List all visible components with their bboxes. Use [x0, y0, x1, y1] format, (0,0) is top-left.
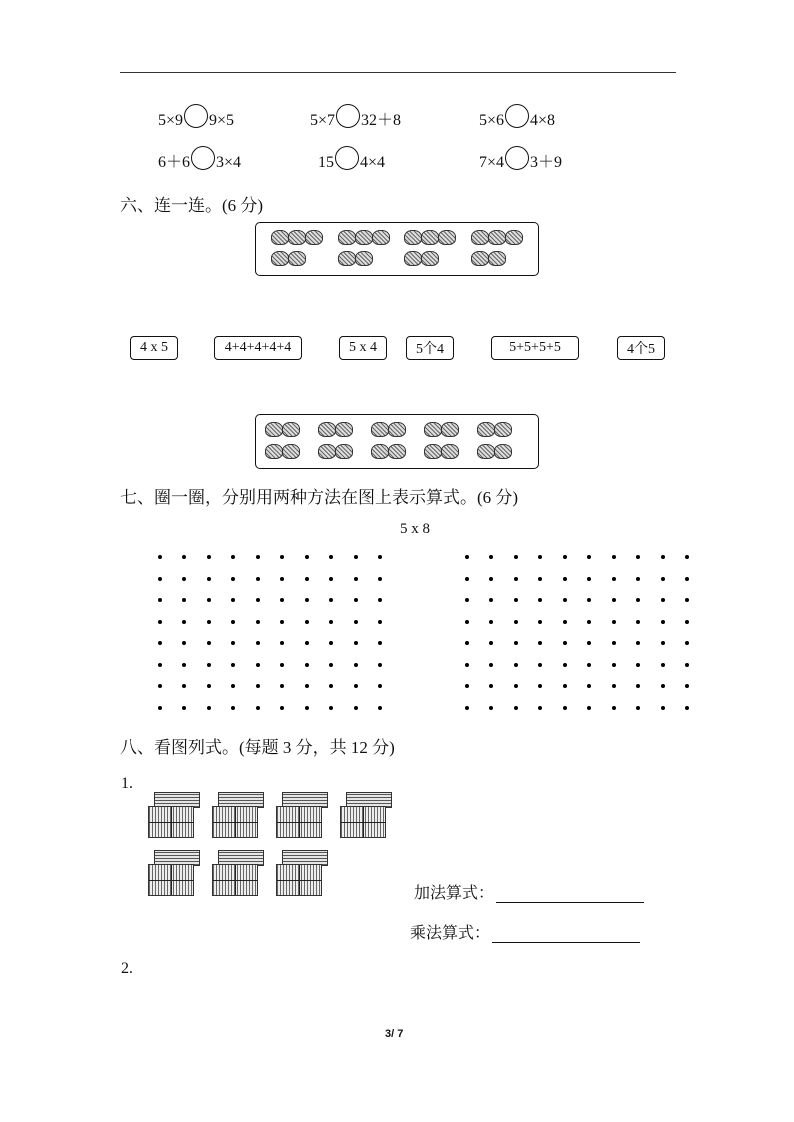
fruit-icon	[355, 251, 373, 266]
multiplication-row	[410, 920, 640, 943]
compare-right: 32＋8	[361, 112, 402, 129]
compare-item-2	[310, 104, 401, 130]
header-rule	[120, 72, 676, 73]
grid-dot	[305, 706, 309, 710]
grid-dot	[685, 706, 689, 710]
grid-dot	[587, 641, 591, 645]
fruit-icon	[388, 444, 406, 459]
compare-circle[interactable]	[505, 146, 529, 170]
fruit-icon	[282, 422, 300, 437]
grid-dot	[587, 598, 591, 602]
grid-dot	[465, 663, 469, 667]
grid-dot	[158, 641, 162, 645]
grid-dot	[514, 706, 518, 710]
grid-dot	[329, 598, 333, 602]
grid-dot	[207, 663, 211, 667]
grid-dot	[587, 706, 591, 710]
grid-dot	[587, 577, 591, 581]
question-1-label: 1.	[121, 775, 133, 792]
grid-dot	[378, 706, 382, 710]
grid-dot	[182, 641, 186, 645]
grid-dot	[354, 706, 358, 710]
crate-picture	[148, 792, 408, 900]
grid-dot	[587, 620, 591, 624]
fruit-icon	[477, 422, 495, 437]
fruit-icon	[271, 230, 289, 245]
compare-left: 5×7	[310, 112, 336, 129]
compare-left: 5×6	[479, 112, 505, 129]
grid-dot	[538, 620, 542, 624]
grid-dot	[354, 641, 358, 645]
grid-dot	[280, 620, 284, 624]
compare-item-5	[318, 146, 385, 172]
compare-circle[interactable]	[336, 104, 360, 128]
grid-dot	[612, 663, 616, 667]
crate-front	[212, 806, 258, 838]
grid-dot	[329, 684, 333, 688]
grid-dot	[256, 706, 260, 710]
grid-dot	[563, 598, 567, 602]
grid-dot	[661, 598, 665, 602]
grid-dot	[256, 684, 260, 688]
grid-dot	[661, 620, 665, 624]
grid-dot	[207, 620, 211, 624]
grid-dot	[354, 663, 358, 667]
grid-dot	[256, 577, 260, 581]
grid-dot	[465, 555, 469, 559]
crate-icon	[212, 850, 264, 896]
grid-dot	[563, 684, 567, 688]
crate-icon	[212, 792, 264, 838]
grid-dot	[685, 620, 689, 624]
crate-front	[212, 864, 258, 896]
grid-dot	[685, 684, 689, 688]
fruit-icon	[471, 251, 489, 266]
grid-dot	[231, 620, 235, 624]
grid-dot	[158, 598, 162, 602]
compare-item-1	[158, 104, 234, 130]
grid-dot	[256, 598, 260, 602]
fruit-icon	[441, 444, 459, 459]
grid-dot	[636, 706, 640, 710]
grid-dot	[378, 555, 382, 559]
fruit-icon	[421, 251, 439, 266]
grid-dot	[158, 577, 162, 581]
grid-dot	[354, 598, 358, 602]
grid-dot	[231, 706, 235, 710]
grid-dot	[378, 620, 382, 624]
grid-dot	[158, 706, 162, 710]
fruit-icon	[338, 230, 356, 245]
crate-front	[148, 806, 194, 838]
compare-left: 15	[318, 154, 334, 171]
fruit-icon	[271, 251, 289, 266]
expression-4x5[interactable]: 4 x 5	[130, 336, 178, 360]
page-number: 3/ 7	[385, 1028, 404, 1040]
grid-dot	[378, 598, 382, 602]
question-2-label: 2.	[121, 960, 133, 977]
grid-dot	[231, 555, 235, 559]
formula: 5 x 8	[400, 521, 430, 537]
section6-title: 六、连一连。(6 分)	[120, 196, 264, 215]
grid-dot	[489, 598, 493, 602]
crate-icon	[340, 792, 392, 838]
grid-dot	[305, 684, 309, 688]
grid-dot	[329, 706, 333, 710]
grid-dot	[489, 555, 493, 559]
compare-left: 7×4	[479, 154, 505, 171]
grid-dot	[538, 598, 542, 602]
fruit-icon	[305, 230, 323, 245]
fruit-icon	[494, 422, 512, 437]
dot-grid-left[interactable]	[158, 555, 382, 710]
grid-dot	[489, 620, 493, 624]
fruit-icon	[355, 230, 373, 245]
grid-dot	[563, 663, 567, 667]
grid-dot	[465, 641, 469, 645]
crate-front	[276, 806, 322, 838]
compare-right: 4×4	[360, 154, 386, 171]
grid-dot	[465, 684, 469, 688]
grid-dot	[685, 663, 689, 667]
grid-dot	[158, 684, 162, 688]
fruit-icon	[404, 251, 422, 266]
grid-dot	[538, 641, 542, 645]
grid-dot	[685, 641, 689, 645]
expression-5-ge-4[interactable]: 5个4	[406, 336, 454, 360]
grid-dot	[256, 663, 260, 667]
grid-dot	[305, 555, 309, 559]
grid-dot	[158, 620, 162, 624]
grid-dot	[329, 641, 333, 645]
fruit-icon	[318, 422, 336, 437]
grid-dot	[612, 598, 616, 602]
grid-dot	[329, 663, 333, 667]
grid-dot	[280, 641, 284, 645]
grid-dot	[182, 663, 186, 667]
fruit-icon	[265, 422, 283, 437]
grid-dot	[305, 620, 309, 624]
fruit-icon	[488, 230, 506, 245]
grid-dot	[354, 577, 358, 581]
crate-front	[340, 806, 386, 838]
grid-dot	[538, 684, 542, 688]
compare-right: 4×8	[530, 112, 556, 129]
grid-dot	[329, 577, 333, 581]
grid-dot	[685, 555, 689, 559]
fruit-icon	[288, 230, 306, 245]
grid-dot	[158, 555, 162, 559]
grid-dot	[685, 598, 689, 602]
fruit-icon	[438, 230, 456, 245]
fruit-icon	[477, 444, 495, 459]
grid-dot	[378, 641, 382, 645]
grid-dot	[465, 620, 469, 624]
picture-box-bottom[interactable]	[255, 414, 539, 469]
fruit-icon	[335, 444, 353, 459]
fruit-icon	[505, 230, 523, 245]
section8-title: 八、看图列式。(每题 3 分，共 12 分)	[120, 738, 395, 757]
grid-dot	[256, 641, 260, 645]
compare-left: 5×9	[158, 112, 184, 129]
fruit-icon	[488, 251, 506, 266]
fruit-icon	[372, 230, 390, 245]
grid-dot	[489, 706, 493, 710]
crate-icon	[276, 850, 328, 896]
addition-row	[414, 880, 644, 903]
grid-dot	[182, 684, 186, 688]
compare-item-6	[479, 146, 562, 172]
grid-dot	[587, 663, 591, 667]
grid-dot	[489, 577, 493, 581]
grid-dot	[465, 706, 469, 710]
section7-title: 七、圈一圈，分别用两种方法在图上表示算式。(6 分)	[120, 488, 519, 507]
grid-dot	[612, 641, 616, 645]
grid-dot	[514, 577, 518, 581]
grid-dot	[514, 555, 518, 559]
grid-dot	[636, 555, 640, 559]
grid-dot	[465, 577, 469, 581]
grid-dot	[207, 706, 211, 710]
grid-dot	[636, 641, 640, 645]
grid-dot	[182, 577, 186, 581]
fruit-icon	[265, 444, 283, 459]
grid-dot	[563, 641, 567, 645]
grid-dot	[231, 598, 235, 602]
grid-dot	[514, 663, 518, 667]
grid-dot	[587, 684, 591, 688]
grid-dot	[538, 577, 542, 581]
compare-item-4	[158, 146, 241, 172]
compare-circle[interactable]	[335, 146, 359, 170]
grid-dot	[182, 706, 186, 710]
compare-left: 6＋6	[158, 154, 191, 171]
grid-dot	[563, 577, 567, 581]
fruit-icon	[424, 422, 442, 437]
grid-dot	[280, 598, 284, 602]
grid-dot	[636, 663, 640, 667]
grid-dot	[661, 555, 665, 559]
grid-dot	[305, 577, 309, 581]
grid-dot	[305, 641, 309, 645]
grid-dot	[612, 620, 616, 624]
grid-dot	[661, 706, 665, 710]
grid-dot	[563, 620, 567, 624]
fruit-icon	[371, 422, 389, 437]
dot-grid-right[interactable]	[465, 555, 689, 710]
expression-4-ge-5[interactable]: 4个5	[617, 336, 665, 360]
grid-dot	[182, 598, 186, 602]
expression-4-plus-4[interactable]: 4+4+4+4+4	[214, 336, 302, 360]
grid-dot	[280, 663, 284, 667]
grid-dot	[514, 684, 518, 688]
grid-dot	[207, 641, 211, 645]
crate-icon	[276, 792, 328, 838]
grid-dot	[489, 663, 493, 667]
grid-dot	[538, 555, 542, 559]
grid-dot	[231, 641, 235, 645]
grid-dot	[158, 663, 162, 667]
multiplication-label: 乘法算式：	[410, 925, 491, 942]
grid-dot	[231, 577, 235, 581]
grid-dot	[305, 598, 309, 602]
grid-dot	[612, 684, 616, 688]
grid-dot	[514, 620, 518, 624]
grid-dot	[661, 684, 665, 688]
grid-dot	[207, 598, 211, 602]
grid-dot	[636, 620, 640, 624]
grid-dot	[207, 577, 211, 581]
addition-answer-blank[interactable]	[496, 884, 644, 903]
grid-dot	[329, 620, 333, 624]
grid-dot	[280, 555, 284, 559]
fruit-icon	[441, 422, 459, 437]
grid-dot	[563, 706, 567, 710]
grid-dot	[378, 577, 382, 581]
multiplication-answer-blank[interactable]	[492, 924, 640, 943]
grid-dot	[489, 641, 493, 645]
grid-dot	[661, 641, 665, 645]
fruit-icon	[318, 444, 336, 459]
fruit-icon	[282, 444, 300, 459]
fruit-icon	[471, 230, 489, 245]
grid-dot	[563, 555, 567, 559]
fruit-icon	[288, 251, 306, 266]
fruit-icon	[421, 230, 439, 245]
grid-dot	[256, 555, 260, 559]
grid-dot	[661, 577, 665, 581]
grid-dot	[280, 706, 284, 710]
grid-dot	[207, 555, 211, 559]
crate-icon	[148, 792, 200, 838]
compare-circle[interactable]	[184, 104, 208, 128]
grid-dot	[378, 684, 382, 688]
grid-dot	[231, 663, 235, 667]
compare-right: 3＋9	[530, 154, 563, 171]
fruit-icon	[371, 444, 389, 459]
grid-dot	[489, 684, 493, 688]
crate-front	[276, 864, 322, 896]
crate-icon	[148, 850, 200, 896]
compare-item-3	[479, 104, 555, 130]
fruit-icon	[388, 422, 406, 437]
grid-dot	[305, 663, 309, 667]
grid-dot	[465, 598, 469, 602]
grid-dot	[329, 555, 333, 559]
grid-dot	[538, 706, 542, 710]
fruit-icon	[424, 444, 442, 459]
grid-dot	[514, 641, 518, 645]
compare-circle[interactable]	[191, 146, 215, 170]
grid-dot	[685, 577, 689, 581]
grid-dot	[280, 684, 284, 688]
grid-dot	[612, 555, 616, 559]
grid-dot	[538, 663, 542, 667]
expression-5x4[interactable]: 5 x 4	[339, 336, 387, 360]
grid-dot	[182, 620, 186, 624]
crate-front	[148, 864, 194, 896]
grid-dot	[612, 577, 616, 581]
picture-box-top[interactable]	[255, 222, 539, 276]
grid-dot	[636, 684, 640, 688]
grid-dot	[354, 684, 358, 688]
grid-dot	[587, 555, 591, 559]
grid-dot	[280, 577, 284, 581]
grid-dot	[231, 684, 235, 688]
grid-dot	[514, 598, 518, 602]
fruit-icon	[335, 422, 353, 437]
grid-dot	[354, 555, 358, 559]
expression-5-plus-5[interactable]: 5+5+5+5	[491, 336, 579, 360]
addition-label: 加法算式：	[414, 885, 495, 902]
compare-circle[interactable]	[505, 104, 529, 128]
fruit-icon	[494, 444, 512, 459]
grid-dot	[612, 706, 616, 710]
grid-dot	[636, 598, 640, 602]
grid-dot	[354, 620, 358, 624]
fruit-icon	[338, 251, 356, 266]
grid-dot	[207, 684, 211, 688]
grid-dot	[182, 555, 186, 559]
fruit-icon	[404, 230, 422, 245]
grid-dot	[378, 663, 382, 667]
grid-dot	[661, 663, 665, 667]
grid-dot	[256, 620, 260, 624]
compare-right: 3×4	[216, 154, 242, 171]
compare-right: 9×5	[209, 112, 235, 129]
grid-dot	[636, 577, 640, 581]
